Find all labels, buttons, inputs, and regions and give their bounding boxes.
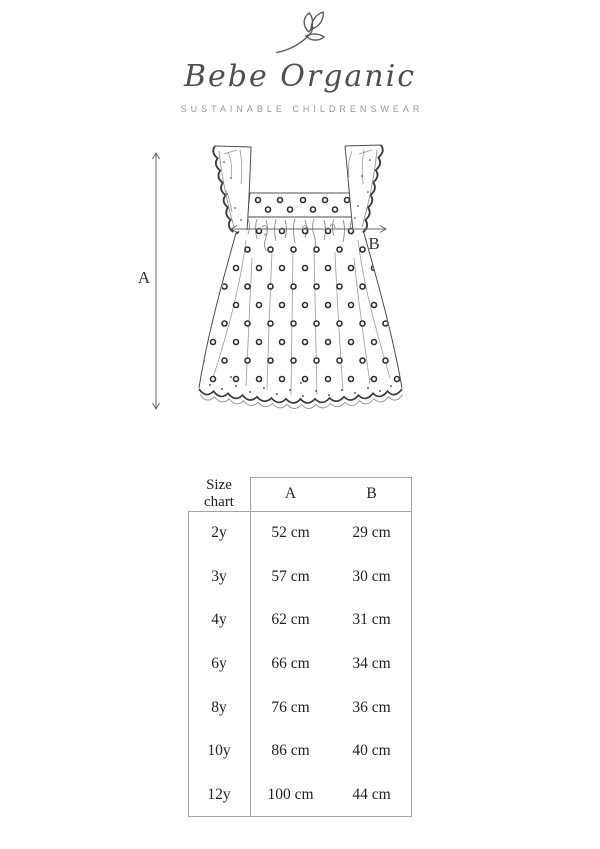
size-cell: 3y xyxy=(211,567,227,585)
a-value-cell: 76 cm xyxy=(271,698,310,716)
size-cell: 4y xyxy=(211,611,227,629)
size-cell: 12y xyxy=(207,786,231,804)
a-value-cell: 57 cm xyxy=(271,567,310,585)
dress-yoke xyxy=(247,193,355,217)
b-value-cell: 29 cm xyxy=(352,523,391,541)
b-value-cell: 34 cm xyxy=(352,654,391,672)
corner-header-cell: Size chart xyxy=(204,477,234,510)
brand-name: Bebe Organic xyxy=(183,59,417,94)
b-value-cell: 40 cm xyxy=(352,742,391,760)
size-cell: 6y xyxy=(211,654,227,672)
b-value-cell: 36 cm xyxy=(352,698,391,716)
a-value-cell: 86 cm xyxy=(271,742,310,760)
column-header-a: A xyxy=(284,485,297,502)
size-cell: 2y xyxy=(211,523,227,541)
column-header-b: B xyxy=(366,485,377,502)
b-value-cell: 30 cm xyxy=(352,567,391,585)
dress-strap-left xyxy=(213,146,251,232)
a-value-cell: 66 cm xyxy=(271,654,310,672)
a-value-cell: 52 cm xyxy=(271,523,310,541)
size-cell: 10y xyxy=(207,742,231,760)
a-value-cell: 62 cm xyxy=(271,611,310,629)
measure-label-a: A xyxy=(137,268,151,287)
a-value-cell: 100 cm xyxy=(267,786,314,804)
size-cell: 8y xyxy=(211,698,227,716)
measure-label-b: B xyxy=(368,234,380,253)
b-value-cell: 44 cm xyxy=(352,786,391,804)
measure-arrow-a xyxy=(153,153,160,409)
b-value-cell: 31 cm xyxy=(352,611,391,629)
brand-tagline: SUSTAINABLE CHILDRENSWEAR xyxy=(180,104,424,114)
size-chart-table xyxy=(188,477,412,817)
